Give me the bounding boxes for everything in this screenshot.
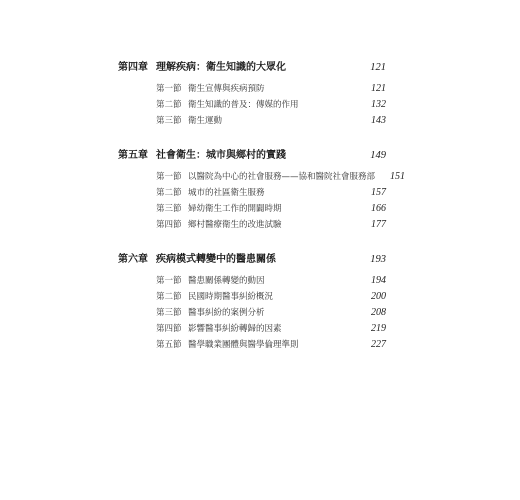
- section-entry: [118, 305, 386, 321]
- section-page-number: 157: [371, 187, 386, 198]
- section-title: 城市的社區衛生服務: [188, 188, 265, 198]
- section-title: 衛生運動: [188, 116, 223, 126]
- chapter-heading: [118, 251, 386, 269]
- section-title: 民國時期醫事糾紛概況: [188, 292, 274, 302]
- section-title: 醫學職業團體與醫學倫理準則: [188, 340, 299, 350]
- chapter-title: 社會衛生：城市與鄉村的實踐: [156, 150, 286, 161]
- section-entry: [118, 289, 386, 305]
- section-entry: [118, 169, 406, 185]
- section-page-number: 177: [371, 219, 386, 230]
- section-page-number: 151: [390, 171, 406, 182]
- section-page-number: 166: [371, 203, 386, 214]
- section-entry: [118, 273, 386, 289]
- section-number: 第一節: [156, 276, 182, 286]
- section-number: 第三節: [156, 204, 182, 214]
- section-number: 第三節: [156, 308, 182, 318]
- section-title: 鄉村醫療衛生的改進試驗: [188, 220, 282, 230]
- chapter-title: 疾病模式轉變中的醫患關係: [156, 254, 276, 265]
- section-title: 醫事糾紛的案例分析: [188, 308, 265, 318]
- section-title: 醫患關係轉變的動因: [188, 276, 265, 286]
- section-number: 第五節: [156, 340, 182, 350]
- section-number: 第二節: [156, 188, 182, 198]
- section-number: 第一節: [156, 84, 182, 94]
- section-page-number: 227: [371, 339, 386, 350]
- chapter-title: 理解疾病：衛生知識的大眾化: [156, 62, 286, 73]
- table-of-contents: [118, 59, 406, 371]
- chapter-block: [118, 147, 406, 233]
- chapter-page-number: 193: [370, 254, 386, 265]
- section-title: 衛生宣傳與疾病預防: [188, 84, 265, 94]
- section-number: 第一節: [156, 172, 182, 182]
- section-number: 第三節: [156, 116, 182, 126]
- section-page-number: 194: [371, 275, 386, 286]
- chapter-page-number: 149: [370, 150, 386, 161]
- section-entry: [118, 185, 386, 201]
- chapter-heading: [118, 59, 386, 77]
- section-page-number: 208: [371, 307, 386, 318]
- section-page-number: 121: [371, 83, 386, 94]
- section-entry: [118, 217, 386, 233]
- section-number: 第四節: [156, 220, 182, 230]
- section-number: 第二節: [156, 100, 182, 110]
- chapter-block: [118, 59, 386, 129]
- section-title: 以醫院為中心的社會服務——協和醫院社會服務部: [188, 172, 376, 182]
- chapter-page-number: 121: [370, 62, 386, 73]
- section-page-number: 219: [371, 323, 386, 334]
- section-page-number: 132: [371, 99, 386, 110]
- section-entry: [118, 321, 386, 337]
- chapter-number: 第四章: [118, 62, 148, 73]
- section-number: 第四節: [156, 324, 182, 334]
- section-entry: [118, 337, 386, 353]
- chapter-block: [118, 251, 386, 353]
- chapter-number: 第五章: [118, 150, 148, 161]
- chapter-heading: [118, 147, 386, 165]
- section-title: 婦幼衛生工作的開闢時期: [188, 204, 282, 214]
- section-page-number: 143: [371, 115, 386, 126]
- section-title: 衛生知識的普及：傳媒的作用: [188, 100, 299, 110]
- section-title: 影響醫事糾紛轉歸的因素: [188, 324, 282, 334]
- section-entry: [118, 81, 386, 97]
- section-entry: [118, 201, 386, 217]
- chapter-number: 第六章: [118, 254, 148, 265]
- section-entry: [118, 97, 386, 113]
- section-page-number: 200: [371, 291, 386, 302]
- section-entry: [118, 113, 386, 129]
- section-number: 第二節: [156, 292, 182, 302]
